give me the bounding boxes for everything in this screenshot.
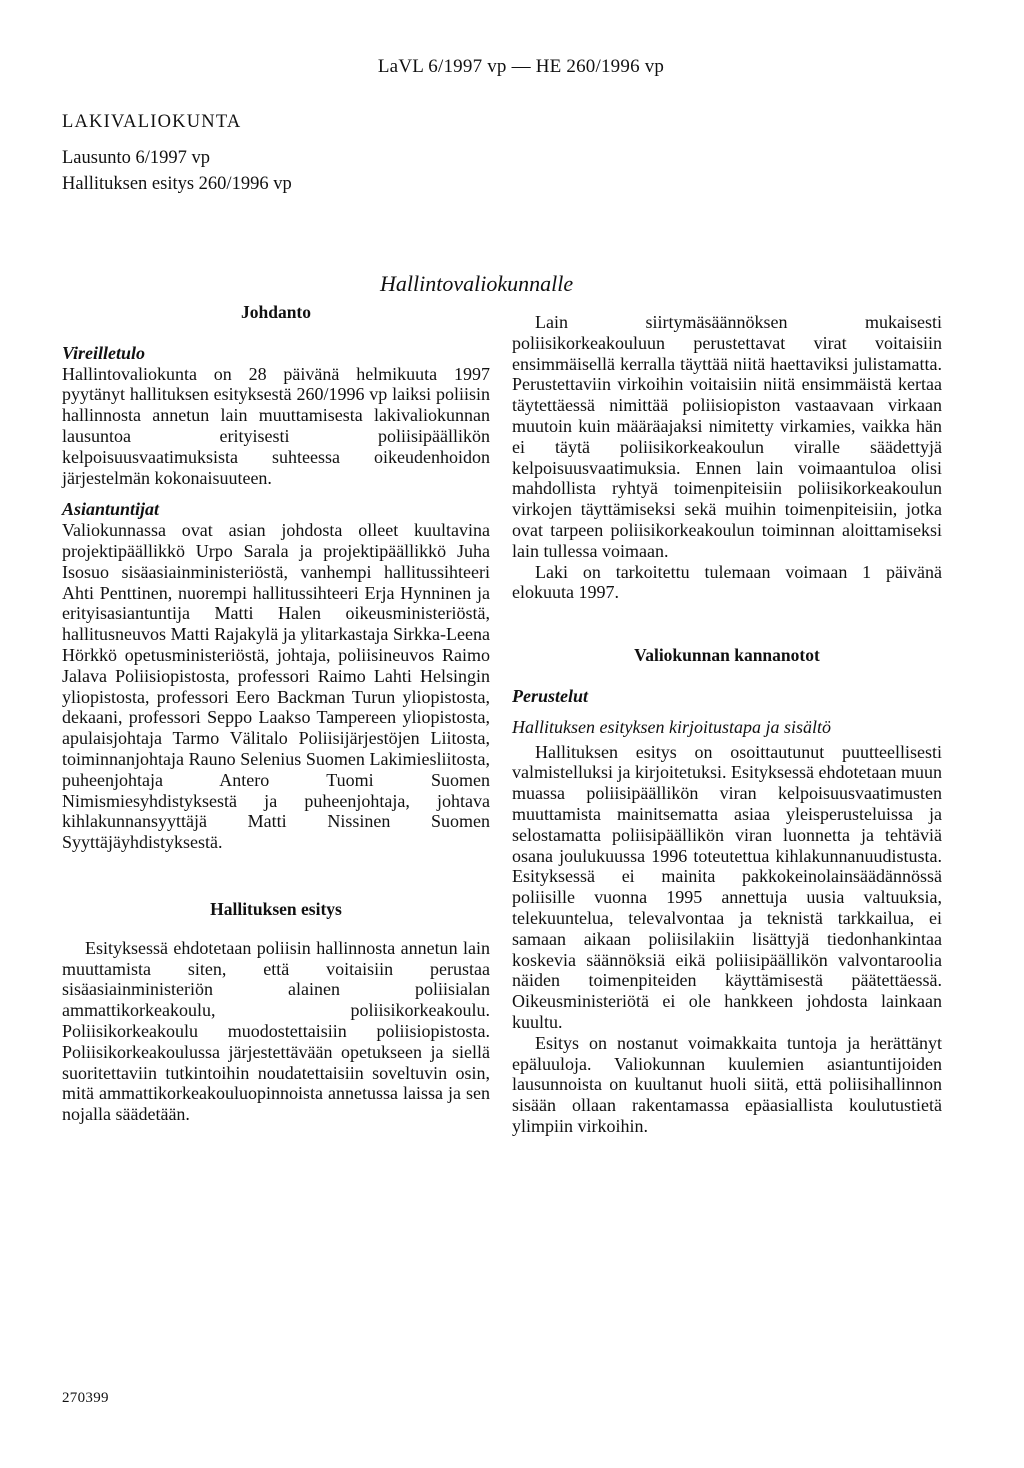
sub-heading: Hallituksen esityksen kirjoitustapa ja sisältö	[512, 716, 831, 737]
committee-views-heading: Valiokunnan kannanotot	[634, 645, 820, 666]
vireilletulo-paragraph: Hallintovaliokunta on 28 päivänä helmikuuta 1997 pyytänyt hallituksen esityksestä 260/1996 vp laiksi poliisin hallinnosta annetun lain muuttamisesta lakivaliokunnan lausuntoa erityisesti poliisipäällikön kelpoisuusvaatimuksista suhteessa oikeudenhoidon järjestelmän kokonaisuuteen.	[62, 363, 490, 488]
asiantuntijat-paragraph: Valiokunnassa ovat asian johdosta olleet kuultavina projektipäällikkö Urpo Sarala ja projektipäällikkö Juha Isosuo sisäasiainministeriöstä, vanhempi hallitussihteeri Ahti Penttinen, nuorempi hallitussihteeri Erja Hynninen ja erityisasiantuntija Matti Halen oikeusministeriöstä, hallitusneuvos Matti Rajakylä ja ylitarkastaja Sirkka-Leena Hörkkö opetusministeriöstä, johtaja, poliisineuvos Raimo Jalava Poliisiopistosta, professori Raimo Lahti Helsingin yliopistosta, professori Eero Backman Turun yliopistosta, dekaani, professori Seppo Laakso Tampereen yliopistosta, apulaisjohtaja Tarmo Välitalo Poliisijärjestöjen Liitosta, toiminnanjohtaja Rauno Selenius Suomen Lakimiesliitosta, puheenjohtaja Antero Tuomi Suomen Nimismiesyhdistyksestä ja puheenjohtaja, johtava kihlakunnansyyttäjä Matti Nissinen Suomen Syyttäjäyhdistyksestä.	[62, 520, 490, 853]
proposal-continued-paragraph-1: Lain siirtymäsäännöksen mukaisesti poliisikorkeakouluun perustettavat virat voitaisiin ensimmäisellä kerralla täyttää niitä haettaviksi julistamatta. Perustettaviin virkoihin voitaisiin niitä ensimmäistä kertaa täytettäessä nimittää poliisiopiston vastaavaan virkaan muutoin kuin määräajaksi nimitetty virkamies, vaikka hän ei täytä poliisikorkeakoulun viralle säädettyjä kelpoisuusvaatimuksia. Ennen lain voimaantuloa olisi mahdollista ryhtyä toimenpiteisiin poliisikorkeakoulun virkojen täyttämiseksi sekä muihin toimenpiteisiin, jotka ovat tarpeen poliisikorkeakoulun toiminnan aloittamiseksi lain tullessa voimaan.	[512, 312, 942, 561]
proposal-number: Hallituksen esitys 260/1996 vp	[62, 174, 292, 194]
perustelut-heading: Perustelut	[512, 685, 589, 706]
addressee: Hallintovaliokunnalle	[380, 271, 574, 296]
left-column	[62, 302, 490, 1125]
statement-number: Lausunto 6/1997 vp	[62, 148, 210, 168]
running-head: LaVL 6/1997 vp — HE 260/1996 vp	[377, 56, 665, 77]
vireilletulo-heading: Vireilletulo	[62, 342, 146, 363]
committee-name: LAKIVALIOKUNTA	[62, 112, 242, 132]
committee-views-paragraph-1: Hallituksen esitys on osoittautunut puutteellisesti valmistelluksi ja kirjoitetuksi. Esityksessä ehdotetaan muun muassa poliisipäällikön viran kelpoisuusvaatimusten muuttamista mainitsematta asiaa yleisperusteluissa ja selostamatta poliisipäällikön viran luonnetta ja tehtäviä osana joulukuussa 1996 toteutettua kihlakunnanuudistusta. Esityksessä ei mainita pakkokeinolainsäädännössä poliisille vuonna 1995 annettuja uusia valtuuksia, telekuuntelua, televalvontaa ja teknistä tarkkailua, ei samaan aikaan poliisilakiin lisättyjä tiedonhankintaa koskevia säännöksiä eikä poliisipäällikön valvontaroolia näiden toimenpiteiden käyttämisestä päätettäessä. Oikeusministeriötä ei ole hankkeen johdosta lainkaan kuultu.	[512, 741, 942, 1032]
document-meta	[62, 145, 292, 197]
intro-heading: Johdanto	[240, 302, 312, 322]
print-code: 270399	[62, 1390, 109, 1406]
proposal-heading: Hallituksen esitys	[210, 898, 342, 919]
proposal-continued-paragraph-2: Laki on tarkoitettu tulemaan voimaan 1 päivänä elokuuta 1997.	[512, 561, 942, 603]
right-column	[512, 312, 942, 1137]
committee-views-paragraph-2: Esitys on nostanut voimakkaita tuntoja ja herättänyt epäluuloja. Valiokunnan kuulemien asiantuntijoiden lausunnoista on kuultanut huoli siitä, että poliisihallinnon sisään ollaan rakentamassa epäasiallista koulutustietä ylimpiin virkoihin.	[512, 1032, 942, 1136]
asiantuntijat-heading: Asiantuntijat	[62, 499, 160, 520]
proposal-paragraph: Esityksessä ehdotetaan poliisin hallinnosta annetun lain muuttamista siten, että voitaisiin perustaa sisäasiainministeriön alainen poliisialan ammattikorkeakoulu, poliisikorkeakoulu. Poliisikorkeakoulu muodostettaisiin poliisiopistosta. Poliisikorkeakoulussa järjestettävään opetukseen ja siellä suoritettaviin tutkintoihin noudatettaisiin soveltuvin osin, mitä ammattikorkeakouluopinnoista annetussa laissa ja sen nojalla säädetään.	[62, 937, 490, 1125]
